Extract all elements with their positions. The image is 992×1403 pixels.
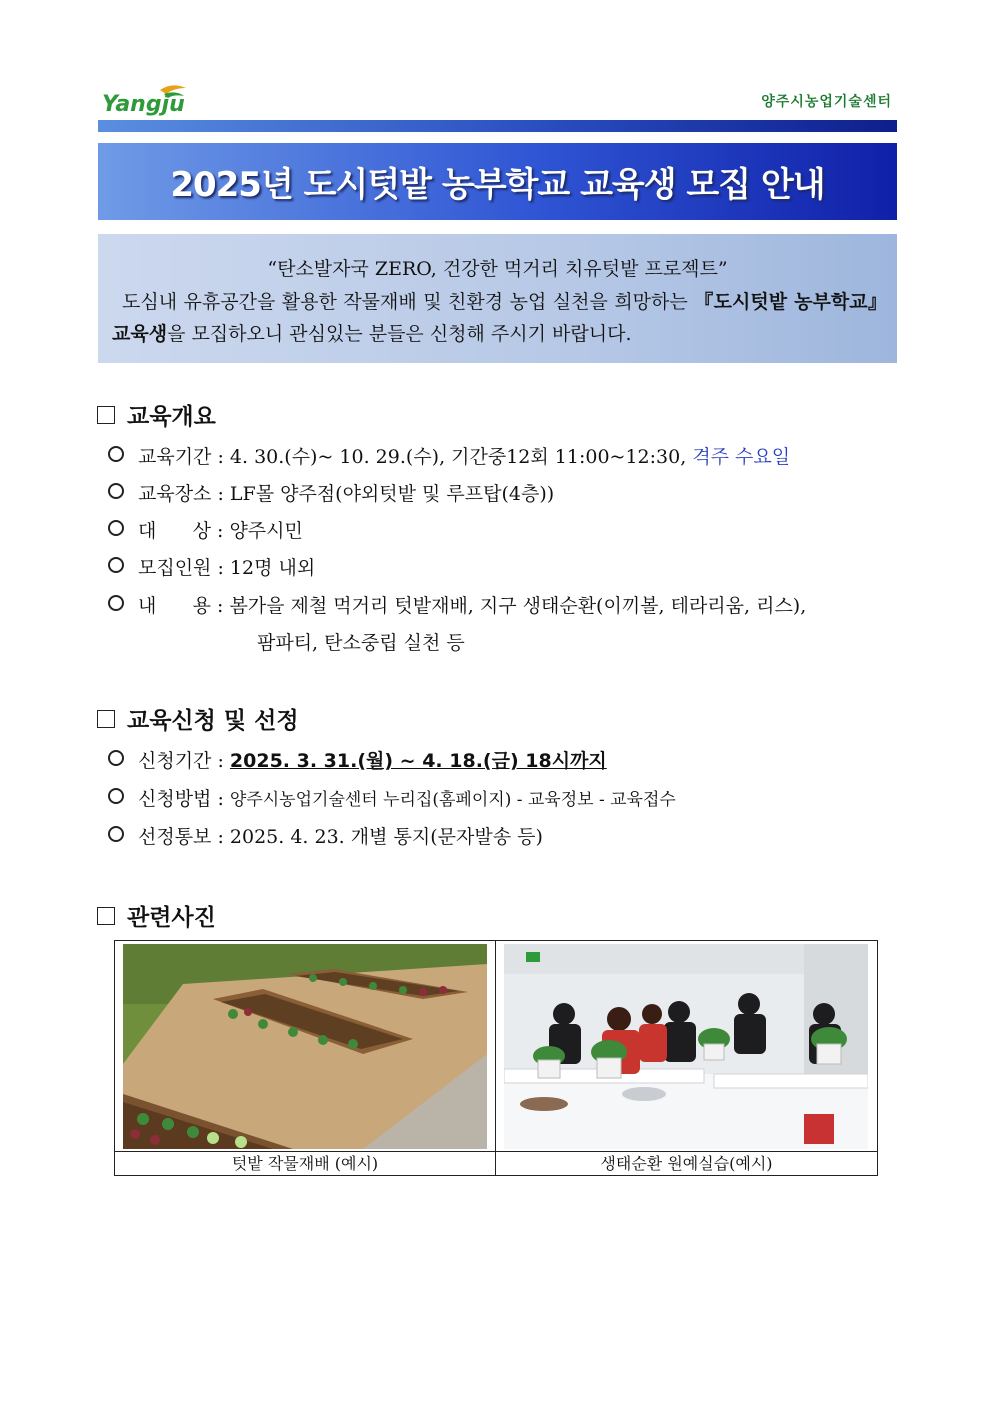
intro-text-2: 을 모집하오니 관심있는 분들은 신청해 주시기 바랍니다. [167, 323, 632, 345]
page-title: 2025년 도시텃밭 농부학교 교육생 모집 안내 [170, 165, 825, 205]
intro-bold: 『도시텃밭 농부학교』 교육생 [112, 291, 887, 345]
row-period [108, 442, 790, 469]
checkbox-square-icon [97, 710, 115, 728]
circle-bullet-icon [108, 788, 124, 804]
title-banner [98, 143, 897, 220]
header-bar [98, 120, 897, 132]
checkbox-square-icon [97, 907, 115, 925]
section-photos-heading [97, 899, 216, 932]
intro-text-1: 도심내 유휴공간을 활용한 작물재배 및 친환경 농업 실천을 희망하는 [122, 291, 695, 313]
intro-paragraph [112, 286, 887, 350]
row-value: 12명 내외 [229, 557, 316, 579]
checkbox-square-icon [97, 406, 115, 424]
circle-bullet-icon [108, 595, 124, 611]
row-label: 내 용 [138, 595, 211, 617]
section-heading-text: 교육개요 [127, 403, 216, 430]
row-target [108, 516, 303, 543]
row-sep: : [210, 520, 230, 542]
row-content-cont: 팜파티, 탄소중립 실천 등 [257, 632, 465, 654]
row-value: 2025. 4. 23. 개별 통지(문자발송 등) [229, 826, 543, 848]
row-label: 신청기간 [138, 750, 212, 772]
row-value: 양주시농업기술센터 누리집(홈페이지) - 교육정보 - 교육접수 [229, 790, 676, 810]
row-sep: : [211, 446, 230, 468]
row-sep: : [211, 557, 230, 579]
section-heading-text: 관련사진 [127, 904, 216, 931]
table-divider [495, 941, 496, 1175]
yangju-logo [100, 84, 190, 118]
intro-quote: “탄소발자국 ZERO, 건강한 먹거리 치유텃밭 프로젝트” [267, 258, 728, 280]
row-label: 선정통보 [138, 826, 212, 848]
row-capacity [108, 553, 315, 580]
row-sep: : [211, 483, 230, 505]
intro-box [98, 234, 897, 363]
circle-bullet-icon [108, 483, 124, 499]
row-sep: : [211, 788, 230, 810]
row-content [108, 591, 806, 618]
row-label: 대 상 [138, 520, 211, 542]
row-sep: : [211, 750, 230, 772]
row-label: 교육기간 [138, 446, 212, 468]
row-value: LF몰 양주점(야외텃밭 및 루프탑(4층)) [229, 483, 555, 505]
row-notice [108, 822, 543, 849]
circle-bullet-icon [108, 750, 124, 766]
row-value: 봄가을 제철 먹거리 텃밭재배, 지구 생태순환(이끼볼, 테라리움, 리스), [229, 595, 807, 617]
row-apply-method [108, 784, 676, 811]
table-divider [115, 1151, 877, 1152]
circle-bullet-icon [108, 520, 124, 536]
row-value-emphasis: 2025. 3. 31.(월) ~ 4. 18.(금) 18시까지 [229, 750, 607, 772]
svg-text:Yangju: Yangju [102, 92, 185, 117]
circle-bullet-icon [108, 446, 124, 462]
row-value: 4. 30.(수)~ 10. 29.(수), 기간중12회 11:00~12:30, [229, 446, 693, 468]
photo-caption-1: 텃밭 작물재배 (예시) [231, 1154, 379, 1173]
row-label: 교육장소 [138, 483, 212, 505]
row-location [108, 479, 554, 506]
row-value: 양주시민 [229, 520, 303, 542]
section-heading-text: 교육신청 및 선정 [127, 707, 299, 734]
row-value-highlight: 격주 수요일 [692, 446, 791, 468]
photo-caption-2: 생태순환 원예실습(예시) [600, 1154, 773, 1173]
row-sep: : [210, 595, 230, 617]
section-apply-heading [97, 702, 299, 735]
garden-beds-photo [123, 944, 487, 1149]
circle-bullet-icon [108, 557, 124, 573]
row-apply-period [108, 746, 607, 773]
circle-bullet-icon [108, 826, 124, 842]
workshop-photo [504, 944, 868, 1149]
org-name: 양주시농업기술센터 [761, 94, 892, 110]
row-label: 신청방법 [138, 788, 212, 810]
photo-table [114, 940, 878, 1176]
section-overview-heading [97, 398, 216, 431]
row-sep: : [211, 826, 230, 848]
row-label: 모집인원 [138, 557, 212, 579]
